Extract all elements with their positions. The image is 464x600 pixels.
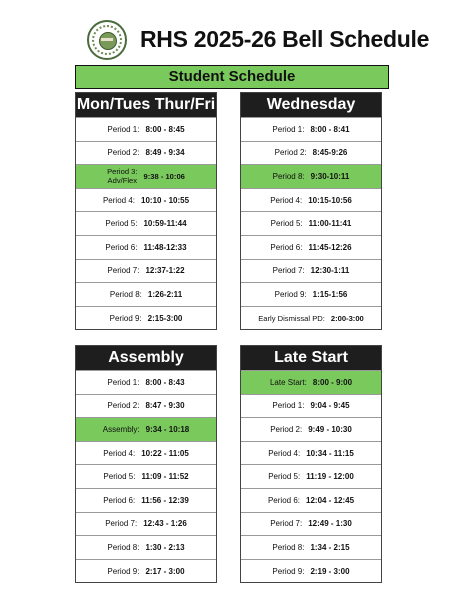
period-row bbox=[76, 559, 216, 583]
period-label: Period 4: bbox=[102, 195, 135, 205]
period-time: 12:37-1:22 bbox=[145, 266, 185, 276]
period-row bbox=[241, 211, 381, 235]
period-time: 11:19 - 12:00 bbox=[306, 472, 354, 482]
period-time: 9:49 - 10:30 bbox=[308, 424, 352, 434]
period-time: 8:00 - 8:43 bbox=[145, 377, 185, 387]
period-row bbox=[76, 188, 216, 212]
schedule-panel-assembly bbox=[75, 345, 217, 583]
period-time: 11:56 - 12:39 bbox=[141, 495, 189, 505]
period-row bbox=[241, 282, 381, 306]
schedule-panel-wednesday bbox=[240, 92, 382, 330]
period-label: Period 9: bbox=[274, 289, 307, 299]
period-time: 8:45-9:26 bbox=[312, 148, 348, 158]
period-label: Period 4: bbox=[268, 448, 301, 458]
period-row bbox=[241, 164, 381, 188]
period-time: 2:00-3:00 bbox=[330, 313, 364, 323]
period-time: 1:15-1:56 bbox=[312, 289, 348, 299]
period-time: 12:30-1:11 bbox=[310, 266, 350, 276]
period-row bbox=[76, 164, 216, 188]
period-row bbox=[76, 441, 216, 465]
period-row bbox=[241, 464, 381, 488]
panel-title: Wednesday bbox=[241, 93, 381, 117]
panel-title: Assembly bbox=[76, 346, 216, 370]
period-row bbox=[76, 488, 216, 512]
period-time: 9:34 - 10:18 bbox=[145, 424, 190, 434]
period-time: 8:47 - 9:30 bbox=[145, 401, 185, 411]
period-time: 11:09 - 11:52 bbox=[141, 472, 189, 482]
period-time: 10:22 - 11:05 bbox=[141, 448, 189, 458]
period-label: Period 5: bbox=[103, 472, 136, 482]
period-label: Period 6: bbox=[270, 242, 303, 252]
period-time: 10:34 - 11:15 bbox=[306, 448, 354, 458]
period-row bbox=[76, 512, 216, 536]
period-label: Period 2: bbox=[274, 148, 307, 158]
period-label: Assembly: bbox=[102, 424, 140, 434]
period-list bbox=[241, 370, 381, 582]
period-label: Period 6: bbox=[103, 495, 136, 505]
period-label: Period 1: bbox=[107, 124, 140, 134]
period-row bbox=[76, 417, 216, 441]
period-time: 2:15-3:00 bbox=[147, 313, 183, 323]
period-time: 10:15-10:56 bbox=[308, 195, 352, 205]
period-row bbox=[241, 141, 381, 165]
period-label: Period 1: bbox=[107, 377, 140, 387]
period-time: 11:45-12:26 bbox=[308, 242, 352, 252]
period-label: Period 7: bbox=[107, 266, 140, 276]
period-time: 12:49 - 1:30 bbox=[308, 519, 352, 529]
period-label: Period 9: bbox=[109, 313, 142, 323]
period-label: Period 5: bbox=[105, 219, 138, 229]
panel-title: Late Start bbox=[241, 346, 381, 370]
school-seal-icon bbox=[87, 20, 127, 60]
period-row bbox=[241, 117, 381, 141]
period-label: Period 7: bbox=[105, 519, 138, 529]
period-row bbox=[241, 441, 381, 465]
period-list bbox=[76, 370, 216, 582]
period-time: 10:10 - 10:55 bbox=[141, 195, 190, 205]
period-row bbox=[241, 259, 381, 283]
period-label: Period 4: bbox=[103, 448, 136, 458]
page-title: RHS 2025-26 Bell Schedule bbox=[140, 26, 430, 52]
panel-title: Mon/Tues Thur/Fri bbox=[76, 93, 216, 117]
period-label: Period 4: bbox=[270, 195, 303, 205]
period-row bbox=[76, 464, 216, 488]
period-label: Period 1: bbox=[272, 401, 305, 411]
period-label: Period 3: Adv/Flex bbox=[107, 167, 138, 186]
period-label: Period 7: bbox=[272, 266, 305, 276]
period-label: Period 7: bbox=[270, 519, 303, 529]
period-time: 12:43 - 1:26 bbox=[143, 519, 187, 529]
period-time: 8:00 - 8:41 bbox=[310, 124, 350, 134]
period-label: Period 8: bbox=[272, 171, 305, 181]
period-label: Period 8: bbox=[107, 542, 140, 552]
period-label: Period 8: bbox=[109, 289, 142, 299]
period-row bbox=[241, 512, 381, 536]
period-row bbox=[76, 259, 216, 283]
period-row bbox=[241, 559, 381, 583]
period-time: 8:49 - 9:34 bbox=[145, 148, 185, 158]
schedule-panel-latestart bbox=[240, 345, 382, 583]
period-time: 9:38 - 10:06 bbox=[143, 171, 185, 181]
period-time: 9:04 - 9:45 bbox=[310, 401, 350, 411]
period-list bbox=[76, 117, 216, 329]
period-time: 12:04 - 12:45 bbox=[306, 495, 355, 505]
period-label: Late Start: bbox=[269, 377, 307, 387]
period-row bbox=[76, 235, 216, 259]
period-row bbox=[241, 188, 381, 212]
period-row bbox=[241, 488, 381, 512]
page-header bbox=[0, 16, 464, 66]
period-label: Period 8: bbox=[272, 542, 305, 552]
period-row bbox=[241, 306, 381, 330]
period-label: Early Dismissal PD: bbox=[258, 313, 325, 323]
period-time: 1:34 - 2:15 bbox=[310, 542, 350, 552]
period-time: 1:30 - 2:13 bbox=[145, 542, 185, 552]
period-time: 2:17 - 3:00 bbox=[145, 566, 185, 576]
period-time: 8:00 - 8:45 bbox=[145, 124, 185, 134]
period-time: 10:59-11:44 bbox=[143, 219, 187, 229]
period-row bbox=[76, 535, 216, 559]
period-row bbox=[76, 211, 216, 235]
schedule-panel-monfri bbox=[75, 92, 217, 330]
period-list bbox=[241, 117, 381, 329]
period-time: 2:19 - 3:00 bbox=[310, 566, 350, 576]
student-schedule-banner: Student Schedule bbox=[75, 65, 389, 89]
period-row bbox=[241, 370, 381, 394]
period-label: Period 2: bbox=[270, 424, 303, 434]
period-label: Period 2: bbox=[107, 148, 140, 158]
period-row bbox=[76, 282, 216, 306]
period-time: 1:26-2:11 bbox=[147, 289, 183, 299]
period-row bbox=[76, 370, 216, 394]
period-time: 8:00 - 9:00 bbox=[312, 377, 353, 387]
period-row bbox=[76, 117, 216, 141]
period-time: 9:30-10:11 bbox=[310, 171, 350, 181]
period-row bbox=[241, 417, 381, 441]
period-label: Period 9: bbox=[272, 566, 305, 576]
period-label: Period 6: bbox=[105, 242, 138, 252]
period-row bbox=[76, 394, 216, 418]
period-label: Period 5: bbox=[270, 219, 303, 229]
period-row bbox=[241, 535, 381, 559]
period-label: Period 6: bbox=[267, 495, 300, 505]
period-label: Period 1: bbox=[272, 124, 305, 134]
period-label: Period 5: bbox=[268, 472, 301, 482]
period-row bbox=[241, 235, 381, 259]
period-time: 11:48-12:33 bbox=[143, 242, 187, 252]
period-row bbox=[76, 141, 216, 165]
period-row bbox=[241, 394, 381, 418]
period-time: 11:00-11:41 bbox=[308, 219, 352, 229]
period-label: Period 2: bbox=[107, 401, 140, 411]
period-label: Period 9: bbox=[107, 566, 140, 576]
period-row bbox=[76, 306, 216, 330]
